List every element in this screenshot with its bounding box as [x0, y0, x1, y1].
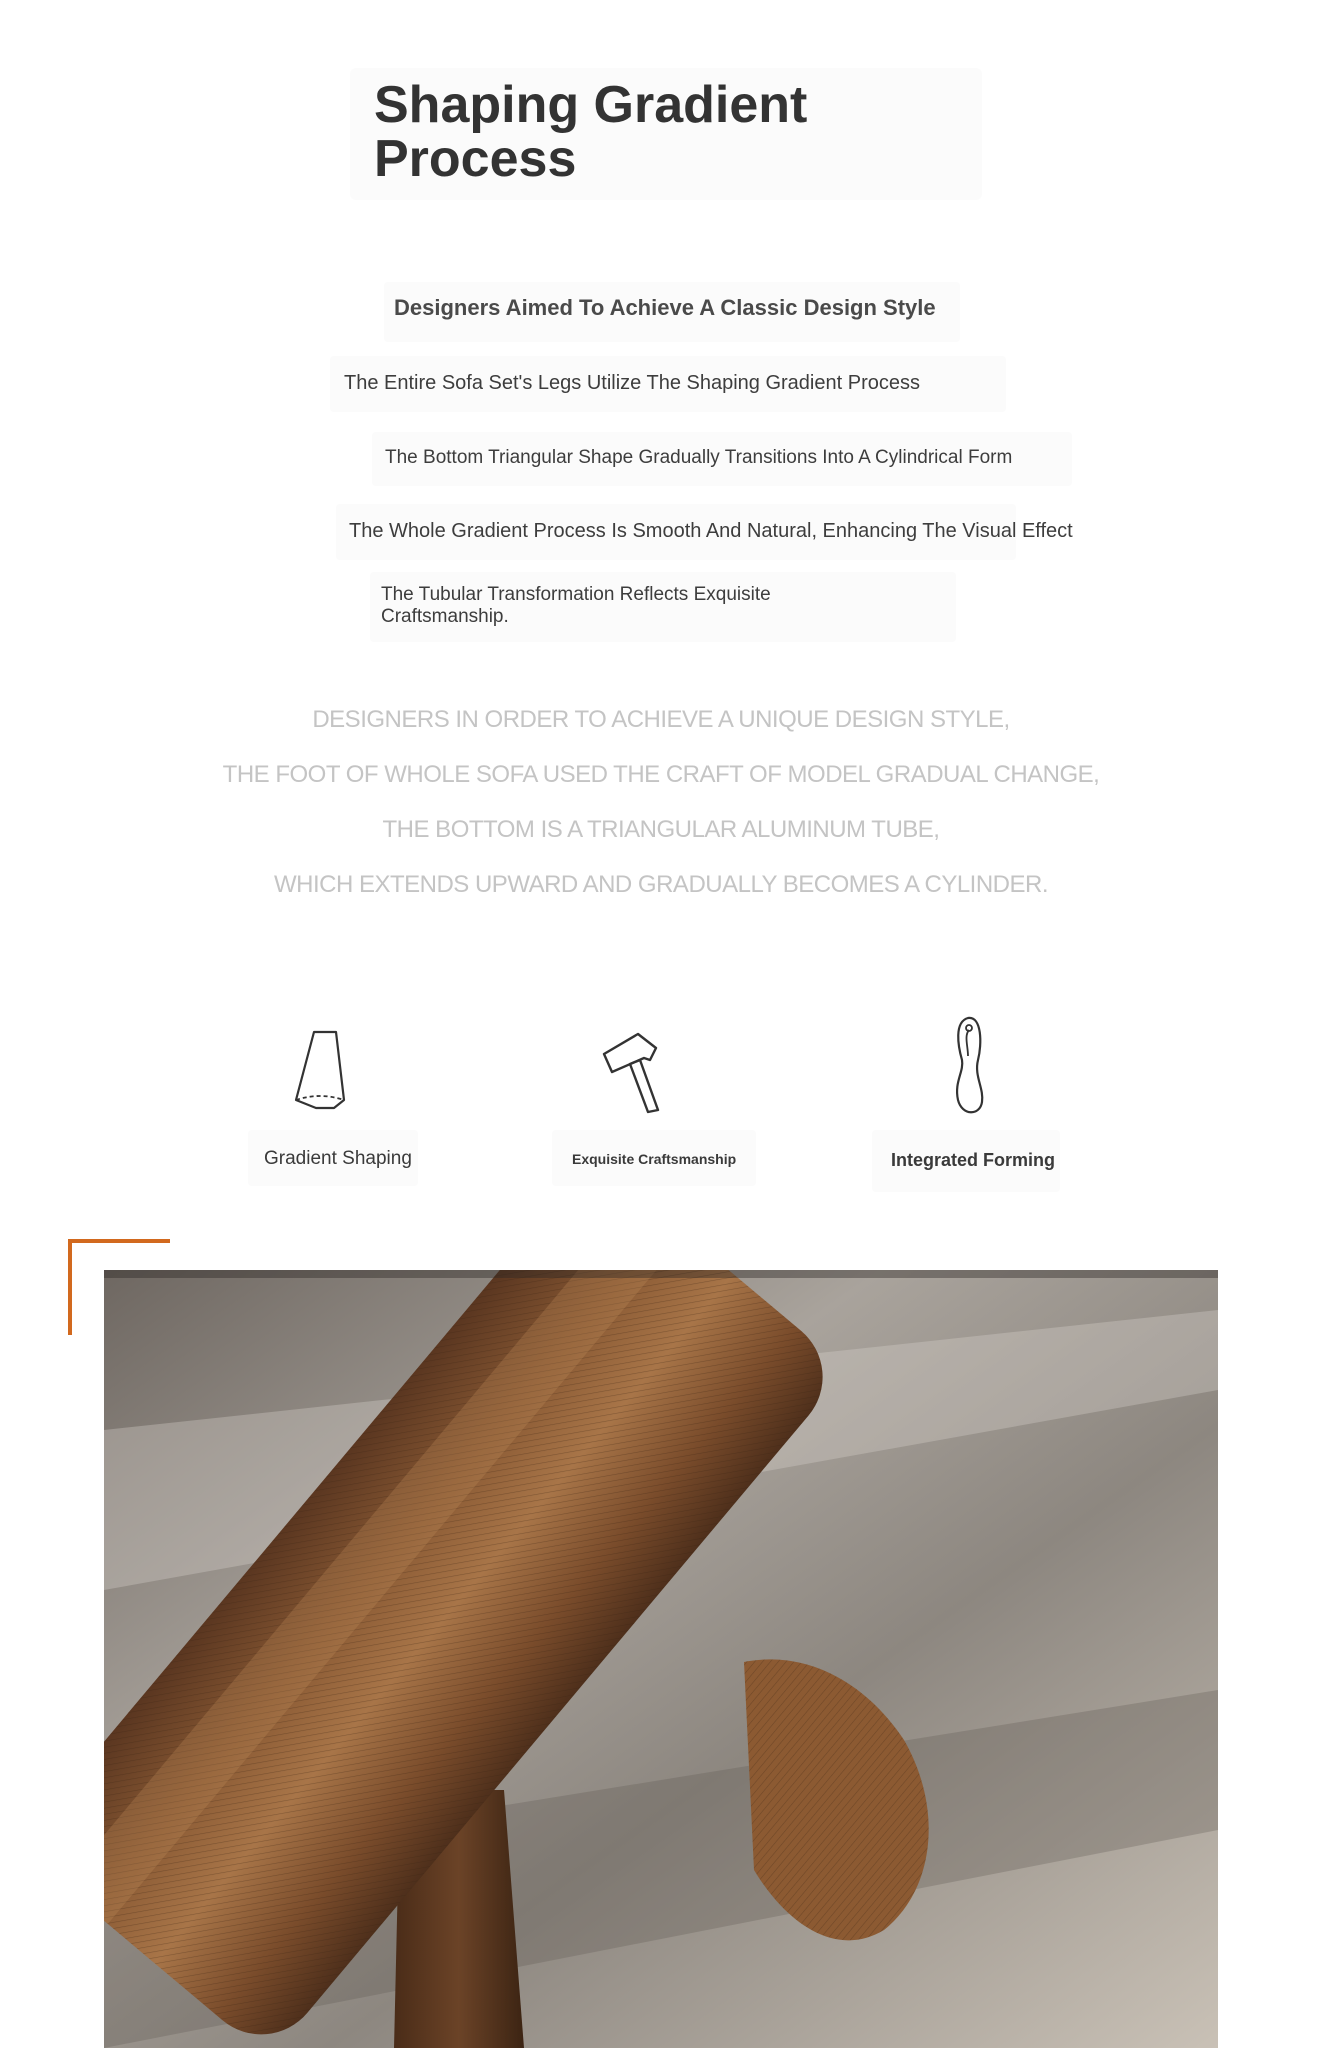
corner-bracket-horizontal — [68, 1239, 170, 1243]
feature-line-2: The Entire Sofa Set's Legs Utilize The Shaping Gradient Process — [344, 372, 920, 394]
curved-tube-icon — [924, 1012, 1014, 1112]
sofa-leg-photo — [104, 1270, 1218, 2048]
feature-line-4: The Whole Gradient Process Is Smooth And Natural, Enhancing The Visual Effect — [349, 520, 1073, 542]
feature-label-exquisite-craftsmanship: Exquisite Craftsmanship — [572, 1151, 737, 1167]
description-line-3: THE BOTTOM IS A TRIANGULAR ALUMINUM TUBE, — [382, 816, 940, 843]
hammer-icon — [588, 1018, 678, 1118]
feature-line-5: The Tubular Transformation Reflects Exquisite Craftsmanship. — [381, 584, 771, 627]
tapered-leg-icon — [280, 1018, 370, 1118]
description-line-1: DESIGNERS IN ORDER TO ACHIEVE A UNIQUE DESIGN STYLE, — [312, 706, 1010, 733]
description-line-2: THE FOOT OF WHOLE SOFA USED THE CRAFT OF MODEL GRADUAL CHANGE, — [222, 761, 1100, 788]
feature-label-gradient-shaping: Gradient Shaping — [264, 1148, 412, 1169]
feature-line-3: The Bottom Triangular Shape Gradually Transitions Into A Cylindrical Form — [385, 447, 1013, 468]
description-line-4: WHICH EXTENDS UPWARD AND GRADUALLY BECOMES A CYLINDER. — [273, 871, 1049, 898]
feature-label-integrated-forming: Integrated Forming — [891, 1150, 1056, 1170]
page-title: Shaping Gradient Process — [374, 76, 808, 188]
feature-line-1: Designers Aimed To Achieve A Classic Design Style — [394, 295, 936, 320]
corner-bracket-vertical — [68, 1239, 72, 1335]
